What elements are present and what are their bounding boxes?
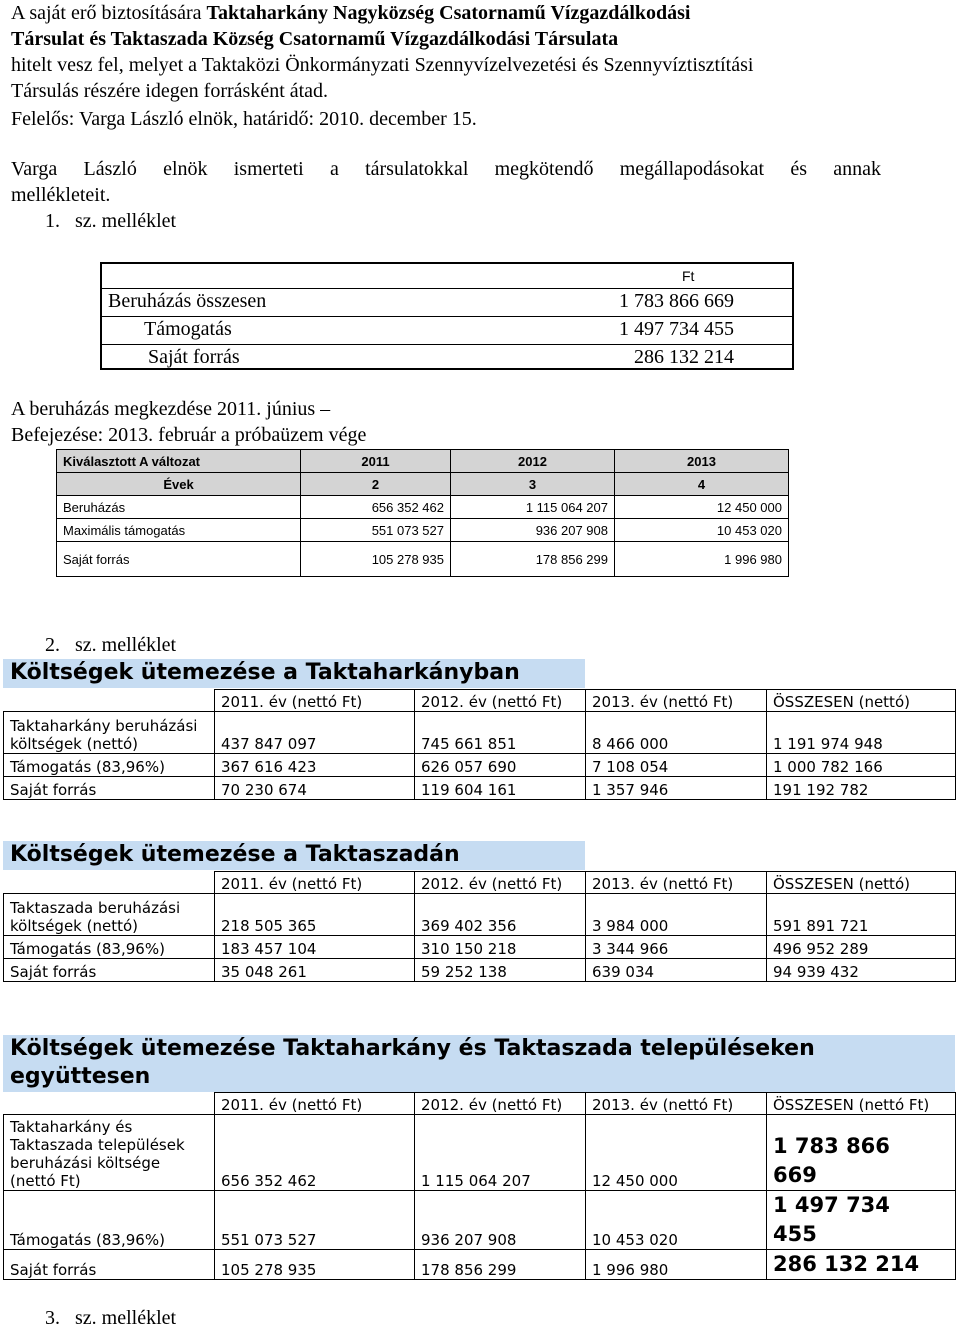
- schedule-start: A beruházás megkezdése 2011. június –: [11, 398, 331, 420]
- table-row: Saját forrás 105 278 935 178 856 299 1 996 980: [57, 542, 789, 577]
- intro-line-3: hitelt vesz fel, melyet a Taktaközi Önkormányzati Szennyvízelvezetési és Szennyvíztisztítási: [11, 54, 754, 76]
- unit-header: Ft: [102, 264, 792, 289]
- cost-table-taktaharkany: [3, 689, 956, 800]
- cost-header-row: 2011. év (nettó Ft) 2012. év (nettó Ft) 2013. év (nettó Ft) ÖSSZESEN (nettó): [4, 872, 956, 894]
- investment-summary-table: [100, 262, 794, 370]
- table-row: Taktaharkány és Taktaszada települések beruházási költsége (nettó Ft) 656 352 462 1 115 064 207 12 450 000 1 783 866 669: [4, 1115, 956, 1191]
- table-row: Támogatás (83,96%) 551 073 527 936 207 908 10 453 020 1 497 734 455: [4, 1191, 956, 1250]
- cost-table-taktaszada: [3, 871, 956, 982]
- table-row: Támogatás (83,96%) 367 616 423 626 057 690 7 108 054 1 000 782 166: [4, 754, 956, 777]
- table-row: Taktaharkány beruházási költségek (nettó) 437 847 097 745 661 851 8 466 000 1 191 974 948: [4, 712, 956, 754]
- years-row: Évek 2 3 4: [57, 473, 789, 496]
- intro-paragraph: [11, 0, 947, 132]
- table-row: Saját forrás 35 048 261 59 252 138 639 034 94 939 432: [4, 959, 956, 982]
- table-row: Saját forrás 70 230 674 119 604 161 1 357 946 191 192 782: [4, 777, 956, 800]
- cost-table-3-title: Költségek ütemezése Taktaharkány és Taktaszada településeken együttesen: [3, 1035, 955, 1092]
- table-row: Maximális támogatás 551 073 527 936 207 908 10 453 020: [57, 519, 789, 542]
- table-row: Támogatás (83,96%) 183 457 104 310 150 218 3 344 966 496 952 289: [4, 936, 956, 959]
- table-row: Beruházás 656 352 462 1 115 064 207 12 450 000: [57, 496, 789, 519]
- intro-line-2: Társulat és Taktaszada Község Csatornamű Vízgazdálkodási Társulata: [11, 28, 619, 50]
- variant-header-row: Kiválasztott A változat 2011 2012 2013: [57, 450, 789, 473]
- summary-row: Saját forrás 286 132 214: [148, 346, 734, 368]
- summary-row: Beruházás összesen 1 783 866 669: [102, 288, 792, 317]
- table-row: Saját forrás 105 278 935 178 856 299 1 996 980 286 132 214: [4, 1250, 956, 1280]
- para2-line-2: mellékleteit.: [11, 184, 111, 206]
- cost-table-1-title: Költségek ütemezése a Taktaharkányban: [3, 659, 585, 688]
- responsible-line: Felelős: Varga László elnök, határidő: 2010. december 15.: [11, 108, 477, 130]
- intro-line-4: Társulás részére idegen forrásként átad.: [11, 80, 329, 102]
- cost-table-2-title: Költségek ütemezése a Taktaszadán: [3, 841, 585, 870]
- table-row: Taktaszada beruházási költségek (nettó) 218 505 365 369 402 356 3 984 000 591 891 721: [4, 894, 956, 936]
- cost-header-row: 2011. év (nettó Ft) 2012. év (nettó Ft) 2013. év (nettó Ft) ÖSSZESEN (nettó): [4, 690, 956, 712]
- annex-2-label: 2. sz. melléklet: [45, 634, 177, 656]
- annex-1-label: 1. sz. melléklet: [45, 210, 177, 232]
- schedule-end: Befejezése: 2013. február a próbaüzem vége: [11, 424, 367, 446]
- summary-row: Támogatás 1 497 734 455: [102, 316, 792, 345]
- intro-line-1: A saját erő biztosítására Taktaharkány Nagyközség Csatornamű Vízgazdálkodási: [11, 2, 691, 24]
- variant-table: [56, 449, 789, 577]
- para2-line-1: Varga László elnök ismerteti a társulatokkal megkötendő megállapodásokat és annak: [11, 158, 881, 180]
- cost-header-row: 2011. év (nettó Ft) 2012. év (nettó Ft) 2013. év (nettó Ft) ÖSSZESEN (nettó Ft): [4, 1093, 956, 1115]
- annex-3-label: 3. sz. melléklet: [45, 1307, 177, 1329]
- intro-paragraph-2: [11, 156, 881, 208]
- cost-table-combined: [3, 1092, 956, 1280]
